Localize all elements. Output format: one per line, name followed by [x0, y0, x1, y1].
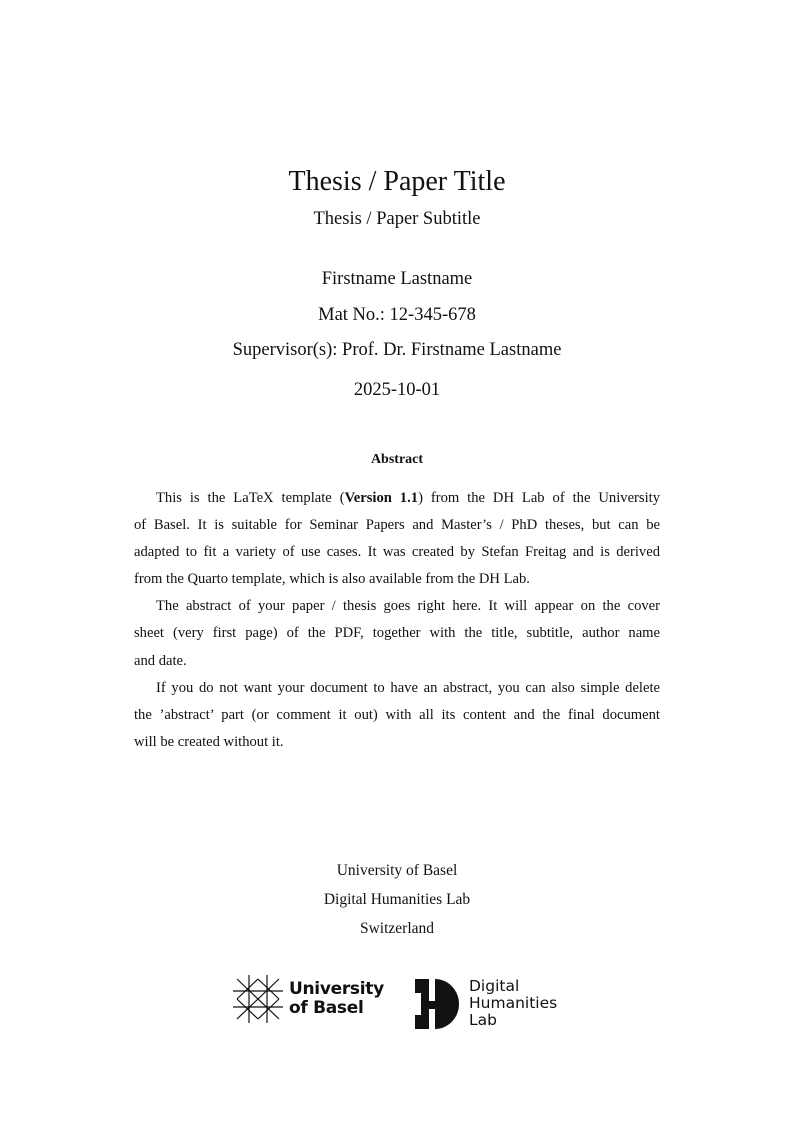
dh-lab-logo [415, 978, 557, 1029]
abstract-line: The abstract of your paper / thesis goes right here. It will appear on the cover [156, 598, 660, 615]
affiliation-country: Switzerland [359, 920, 435, 937]
document-title: Thesis / Paper Title [288, 166, 506, 197]
abstract-line [134, 485, 660, 512]
supervisor: Supervisor(s): Prof. Dr. Firstname Lastname [232, 340, 562, 360]
abstract-line: of Basel. It is suitable for Seminar Papers and Master’s / PhD theses, but can be [134, 517, 660, 534]
abstract-body [134, 485, 660, 756]
text: This is the LaTeX template ( [156, 490, 345, 506]
university-of-basel-logo [233, 975, 384, 1023]
document-date: 2025-10-01 [353, 380, 441, 400]
abstract-line: from the Quarto template, which is also available from the DH Lab. [134, 571, 530, 588]
basel-emblem-icon [233, 975, 283, 1023]
text: ) from the DH Lab of the University [418, 490, 660, 506]
wordmark-line: University [289, 979, 384, 999]
abstract-line: and date. [134, 652, 187, 669]
abstract-heading: Abstract [370, 452, 424, 467]
abstract-line: the ’abstract’ part (or comment it out) with all its content and the final document [134, 706, 660, 723]
abstract-line: will be created without it. [134, 733, 284, 750]
affiliation-lab: Digital Humanities Lab [323, 891, 471, 908]
affiliation-university: University of Basel [336, 862, 458, 879]
wordmark-line: Lab [469, 1011, 497, 1029]
matriculation-number: Mat No.: 12-345-678 [318, 305, 476, 325]
wordmark-line: Humanities [469, 994, 558, 1012]
abstract-line: If you do not want your document to have an abstract, you can also simple delete [156, 679, 660, 696]
dh-emblem-icon [415, 979, 459, 1029]
document-subtitle: Thesis / Paper Subtitle [313, 209, 481, 229]
author-name: Firstname Lastname [321, 269, 473, 289]
version-label: Version 1.1 [344, 490, 419, 506]
wordmark-line: Digital [469, 977, 520, 995]
wordmark-line: of Basel [289, 998, 364, 1018]
abstract-line: adapted to fit a variety of use cases. It was created by Stefan Freitag and is derived [134, 544, 660, 561]
basel-wordmark [289, 980, 384, 1018]
dh-wordmark [469, 978, 557, 1029]
abstract-line: sheet (very first page) of the PDF, together with the title, subtitle, author name [134, 625, 660, 642]
